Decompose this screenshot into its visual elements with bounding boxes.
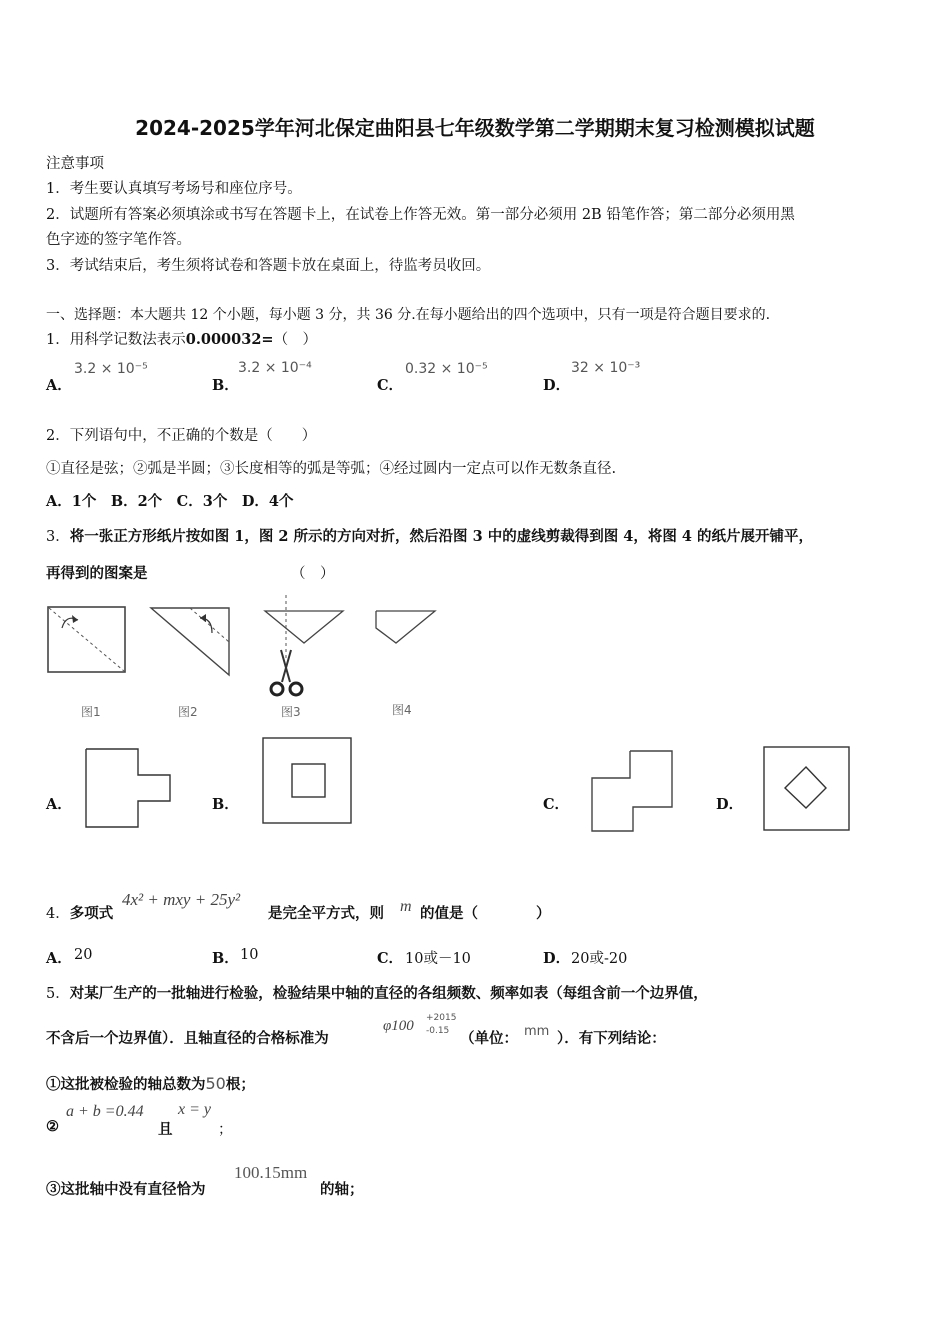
conclusion-2-marker: ② <box>46 1118 59 1135</box>
conclusion-2-end: ； <box>218 1122 233 1138</box>
q3-option-b-shape <box>263 738 351 823</box>
q2-statements: ①直径是弦；②弧是半圆；③长度相等的弧是等弧；④经过圆内一定点可以作无数条直径. <box>46 461 617 477</box>
q4-option-value: 20 <box>74 947 93 963</box>
question-4 <box>46 902 113 923</box>
question-text-cont: 再得到的图案是 <box>46 565 148 582</box>
q4-option-value: 20或-20 <box>571 951 628 967</box>
conclusion-value: 50 <box>205 1074 226 1093</box>
q4-option-label: C． <box>377 950 404 967</box>
q3-option-c-shape <box>592 751 672 831</box>
conclusion-text: 根； <box>225 1076 255 1093</box>
question-text: 对某厂生产的一批轴进行检验，检验结果中轴的直径的各组频数、频率如表（每组含前一个边界值， <box>69 985 708 1002</box>
q4-option-label: B． <box>212 950 239 967</box>
question-text: （单位： <box>460 1030 518 1047</box>
q1-option-value: 32 × 10⁻³ <box>571 360 641 376</box>
conclusion-3-end: 的轴； <box>320 1181 364 1198</box>
conclusion-3-value: 100.15mm <box>234 1163 308 1182</box>
figure-caption: 图1 <box>81 705 101 719</box>
notice-item: 色字迹的签字笔作答。 <box>46 232 191 248</box>
q3-option-a-shape <box>86 749 170 827</box>
q4-option-value: 10 <box>240 947 259 963</box>
section-heading: 一、选择题：本大题共 12 个小题，每小题 3 分，共 36 分.在每小题给出的四个选项中，只有一项是符合题目要求的. <box>46 307 771 323</box>
conclusion-text: ①这批被检验的轴总数为 <box>46 1076 206 1093</box>
conclusion-3: ③这批轴中没有直径恰为 <box>46 1181 206 1198</box>
q1-option-label: C． <box>377 377 404 394</box>
q1-option-value: 0.32 × 10⁻⁵ <box>405 361 488 377</box>
q1-option-label: B． <box>212 377 239 394</box>
question-number: 5． <box>46 986 70 1002</box>
question-number: 1． <box>46 332 70 348</box>
notice-item: 3．考试结束后，考生须将试卷和答题卡放在桌面上，待监考员收回。 <box>46 258 491 274</box>
question-value: 0.000032= <box>185 331 274 348</box>
question-number: 2． <box>46 428 70 444</box>
q2-options: A．1个 B．2个 C．3个 D．4个 <box>46 493 294 510</box>
q5-unit: mm <box>524 1024 550 1039</box>
conclusion-2-and: 且 <box>158 1121 173 1138</box>
question-text: 是完全平方式，则 <box>268 905 384 922</box>
question-text: 将一张正方形纸片按如图 1，图 2 所示的方向对折，然后沿图 3 中的虚线剪裁得到图 4，将图 4 的纸片展开铺平， <box>69 528 814 545</box>
question-text-cont: 不含后一个边界值）．且轴直径的合格标准为 <box>46 1030 329 1047</box>
notice-item: 1．考生要认真填写考场号和座位序号。 <box>46 181 302 197</box>
q4-option-label: D． <box>543 950 571 967</box>
notice-item: 2．试题所有答案必须填涂或书写在答题卡上，在试卷上作答无效。第一部分必须用 2B 铅笔作答；第二部分必须用黑 <box>46 207 795 223</box>
question-number: 3． <box>46 529 70 545</box>
q1-option-label: D． <box>543 377 571 394</box>
figure-caption: 图4 <box>392 703 412 717</box>
notice-heading: 注意事项 <box>46 156 104 172</box>
q5-upper-tolerance: +2015 <box>426 1013 457 1023</box>
conclusion-1 <box>46 1073 255 1094</box>
page-title: 2024-2025学年河北保定曲阳县七年级数学第二学期期末复习检测模拟试题 <box>135 116 815 140</box>
q4-option-label: A． <box>46 950 72 967</box>
question-text: 下列语句中，不正确的个数是（ ） <box>69 428 317 444</box>
conclusion-2-expr: a + b =0.44 <box>66 1103 144 1120</box>
q3-option-label: D． <box>716 796 744 813</box>
q3-option-label: B． <box>212 796 239 813</box>
q3-option-label: A． <box>46 796 72 813</box>
question-text: ）．有下列结论： <box>557 1030 666 1047</box>
answer-paren: （ ） <box>291 566 335 582</box>
figure-1 <box>48 607 125 672</box>
conclusion-2-expr2: x = y <box>178 1101 211 1118</box>
question-text: 的值是（ ） <box>420 905 551 922</box>
figure-caption: 图2 <box>178 705 198 719</box>
figure-4 <box>376 611 435 643</box>
q3-option-label: C． <box>543 796 570 813</box>
q1-option-value: 3.2 × 10⁻⁴ <box>238 360 312 376</box>
answer-paren: （ ） <box>273 332 318 348</box>
q1-option-label: A． <box>46 377 72 394</box>
q3-option-d-shape <box>764 747 849 830</box>
q5-lower-tolerance: -0.15 <box>426 1026 450 1036</box>
q5-phi-standard <box>383 1018 414 1035</box>
phi-symbol: φ100 <box>383 1018 414 1034</box>
question-text: 多项式 <box>69 905 114 922</box>
question-5 <box>46 982 708 1003</box>
q4-expression: 4x² + mxy + 25y² <box>122 890 241 909</box>
figure-3 <box>265 595 343 660</box>
q4-option-value: 10或－10 <box>405 951 471 967</box>
question-text: 用科学记数法表示 <box>69 332 186 348</box>
figure-caption: 图3 <box>281 705 301 719</box>
q4-variable: m <box>400 898 412 915</box>
figure-2 <box>151 608 229 675</box>
q1-option-value: 3.2 × 10⁻⁵ <box>74 361 148 377</box>
question-number: 4． <box>46 906 70 922</box>
